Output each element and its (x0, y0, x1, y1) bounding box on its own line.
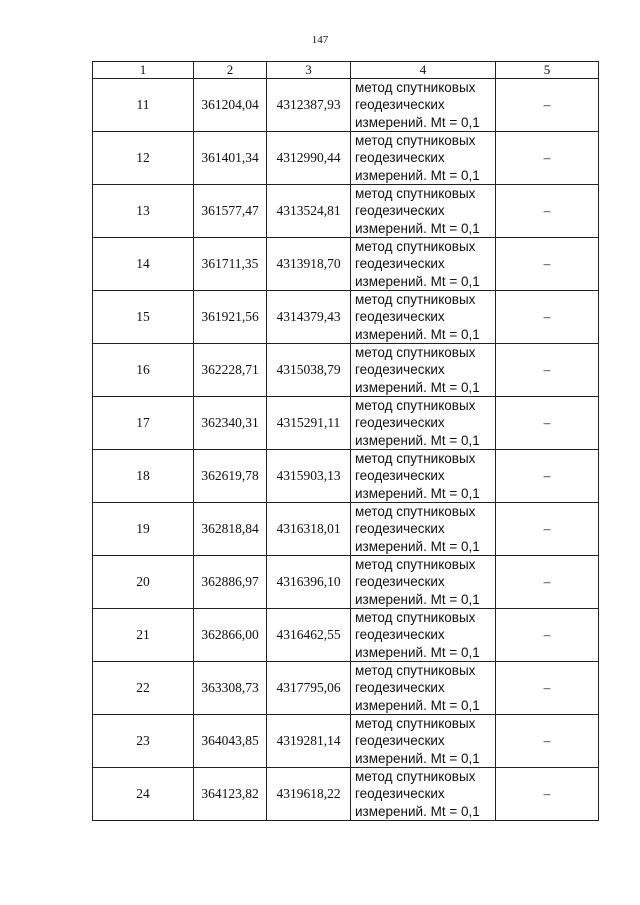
coordinate-y-cell: 4316318,01 (267, 503, 351, 556)
coordinate-y-cell: 4315291,11 (267, 397, 351, 450)
coordinate-x-cell: 362619,78 (194, 450, 267, 503)
note-cell: – (496, 450, 599, 503)
method-line: геодезических (355, 468, 445, 484)
method-line: измерений. Mt = 0,1 (355, 803, 480, 819)
coordinate-x-cell: 364123,82 (194, 768, 267, 821)
column-header-2: 2 (194, 62, 267, 79)
table-row (93, 132, 599, 185)
method-line: измерений. Mt = 0,1 (355, 432, 480, 448)
method-line: геодезических (355, 97, 445, 113)
point-number-cell: 19 (93, 503, 194, 556)
table-row (93, 238, 599, 291)
method-line: геодезических (355, 786, 445, 802)
coordinate-y-cell: 4314379,43 (267, 291, 351, 344)
coordinate-y-cell: 4316462,55 (267, 609, 351, 662)
coordinate-y-cell: 4313524,81 (267, 185, 351, 238)
point-number-cell: 14 (93, 238, 194, 291)
coordinate-y-cell: 4317795,06 (267, 662, 351, 715)
method-line: измерений. Mt = 0,1 (355, 273, 480, 289)
method-line: метод спутниковых (355, 557, 476, 573)
method-line: измерений. Mt = 0,1 (355, 697, 480, 713)
coordinate-y-cell: 4312387,93 (267, 79, 351, 132)
coordinate-x-cell: 361577,47 (194, 185, 267, 238)
table-row (93, 768, 599, 821)
coordinate-x-cell: 362886,97 (194, 556, 267, 609)
method-cell (351, 450, 496, 503)
coordinates-table (92, 61, 599, 821)
method-line: измерений. Mt = 0,1 (355, 644, 480, 660)
method-cell (351, 609, 496, 662)
coordinate-x-cell: 362818,84 (194, 503, 267, 556)
method-cell (351, 238, 496, 291)
column-header-3: 3 (267, 62, 351, 79)
table-row (93, 344, 599, 397)
method-line: измерений. Mt = 0,1 (355, 591, 480, 607)
method-line: геодезических (355, 150, 445, 166)
method-line: метод спутниковых (355, 504, 476, 520)
note-cell: – (496, 397, 599, 450)
note-cell: – (496, 662, 599, 715)
table-row (93, 556, 599, 609)
method-cell (351, 662, 496, 715)
method-cell (351, 768, 496, 821)
coordinate-x-cell: 361921,56 (194, 291, 267, 344)
coordinate-y-cell: 4315903,13 (267, 450, 351, 503)
coordinate-y-cell: 4319281,14 (267, 715, 351, 768)
method-cell (351, 291, 496, 344)
method-line: измерений. Mt = 0,1 (355, 538, 480, 554)
note-cell: – (496, 291, 599, 344)
method-line: измерений. Mt = 0,1 (355, 167, 480, 183)
coordinate-y-cell: 4312990,44 (267, 132, 351, 185)
note-cell: – (496, 609, 599, 662)
method-cell (351, 556, 496, 609)
point-number-cell: 13 (93, 185, 194, 238)
method-line: геодезических (355, 362, 445, 378)
column-header-4: 4 (351, 62, 496, 79)
method-line: геодезических (355, 680, 445, 696)
method-cell (351, 79, 496, 132)
method-line: измерений. Mt = 0,1 (355, 485, 480, 501)
coordinate-x-cell: 364043,85 (194, 715, 267, 768)
method-line: геодезических (355, 574, 445, 590)
method-line: метод спутниковых (355, 398, 476, 414)
table-row (93, 397, 599, 450)
method-cell (351, 185, 496, 238)
method-cell (351, 344, 496, 397)
method-line: геодезических (355, 203, 445, 219)
point-number-cell: 21 (93, 609, 194, 662)
point-number-cell: 17 (93, 397, 194, 450)
method-line: геодезических (355, 733, 445, 749)
method-line: геодезических (355, 309, 445, 325)
method-cell (351, 503, 496, 556)
page-number: 147 (311, 34, 329, 46)
coordinate-x-cell: 362228,71 (194, 344, 267, 397)
method-line: метод спутниковых (355, 610, 476, 626)
table-row (93, 609, 599, 662)
point-number-cell: 20 (93, 556, 194, 609)
note-cell: – (496, 344, 599, 397)
method-line: метод спутниковых (355, 451, 476, 467)
method-line: геодезических (355, 627, 445, 643)
note-cell: – (496, 768, 599, 821)
note-cell: – (496, 185, 599, 238)
method-line: метод спутниковых (355, 345, 476, 361)
coordinate-y-cell: 4319618,22 (267, 768, 351, 821)
point-number-cell: 11 (93, 79, 194, 132)
table-row (93, 79, 599, 132)
method-line: измерений. Mt = 0,1 (355, 750, 480, 766)
method-cell (351, 715, 496, 768)
note-cell: – (496, 503, 599, 556)
point-number-cell: 24 (93, 768, 194, 821)
note-cell: – (496, 238, 599, 291)
note-cell: – (496, 715, 599, 768)
point-number-cell: 23 (93, 715, 194, 768)
point-number-cell: 16 (93, 344, 194, 397)
method-line: метод спутниковых (355, 769, 476, 785)
coordinate-x-cell: 363308,73 (194, 662, 267, 715)
table-row (93, 185, 599, 238)
note-cell: – (496, 132, 599, 185)
column-header-1: 1 (93, 62, 194, 79)
point-number-cell: 15 (93, 291, 194, 344)
table-row (93, 503, 599, 556)
method-line: метод спутниковых (355, 716, 476, 732)
method-line: геодезических (355, 415, 445, 431)
method-line: измерений. Mt = 0,1 (355, 220, 480, 236)
method-line: метод спутниковых (355, 80, 476, 96)
coordinate-x-cell: 361711,35 (194, 238, 267, 291)
table-row (93, 662, 599, 715)
method-cell (351, 397, 496, 450)
table-header-row (93, 62, 599, 79)
coordinate-y-cell: 4315038,79 (267, 344, 351, 397)
note-cell: – (496, 79, 599, 132)
method-line: измерений. Mt = 0,1 (355, 114, 480, 130)
method-line: геодезических (355, 521, 445, 537)
coordinate-y-cell: 4313918,70 (267, 238, 351, 291)
table-row (93, 715, 599, 768)
table-row (93, 450, 599, 503)
table-body (93, 79, 599, 821)
coordinate-x-cell: 361401,34 (194, 132, 267, 185)
method-line: метод спутниковых (355, 239, 476, 255)
method-cell (351, 132, 496, 185)
method-line: измерений. Mt = 0,1 (355, 379, 480, 395)
coordinate-y-cell: 4316396,10 (267, 556, 351, 609)
point-number-cell: 18 (93, 450, 194, 503)
method-line: метод спутниковых (355, 292, 476, 308)
table-row (93, 291, 599, 344)
method-line: метод спутниковых (355, 133, 476, 149)
point-number-cell: 12 (93, 132, 194, 185)
method-line: метод спутниковых (355, 663, 476, 679)
note-cell: – (496, 556, 599, 609)
method-line: метод спутниковых (355, 186, 476, 202)
coordinate-x-cell: 361204,04 (194, 79, 267, 132)
coordinate-x-cell: 362866,00 (194, 609, 267, 662)
method-line: геодезических (355, 256, 445, 272)
coordinate-x-cell: 362340,31 (194, 397, 267, 450)
column-header-5: 5 (496, 62, 599, 79)
point-number-cell: 22 (93, 662, 194, 715)
method-line: измерений. Mt = 0,1 (355, 326, 480, 342)
